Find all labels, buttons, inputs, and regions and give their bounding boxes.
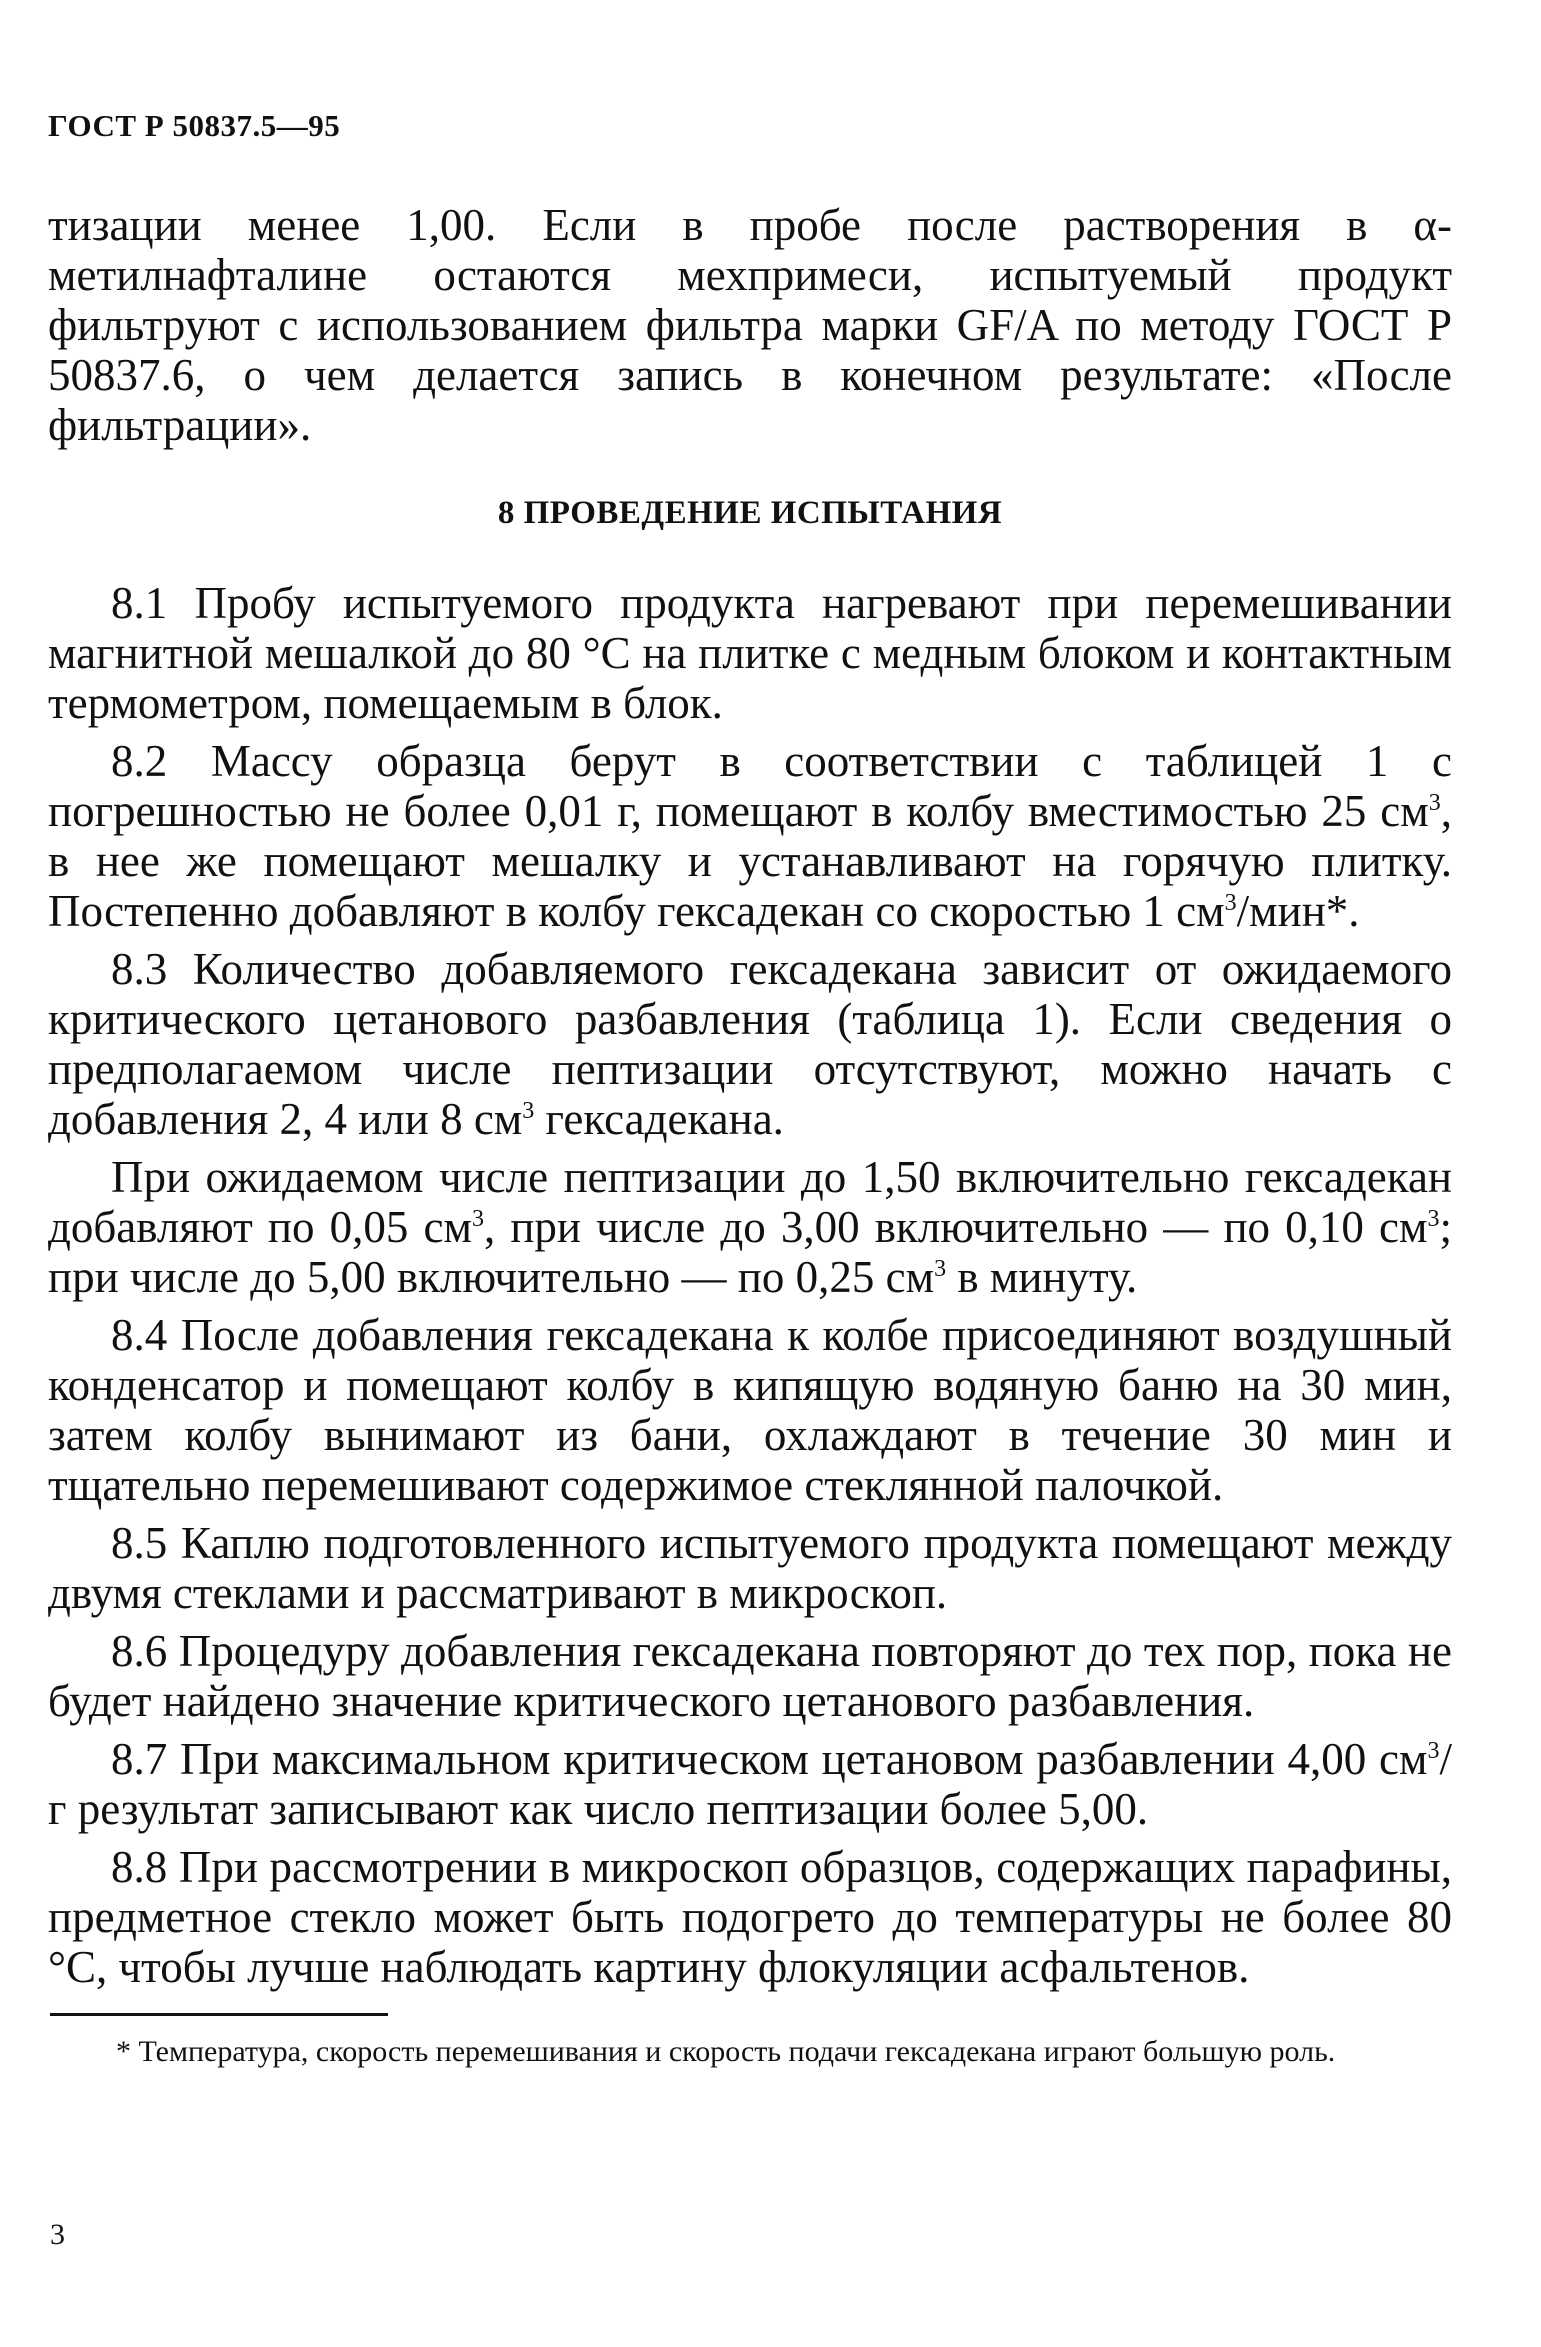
paragraph-8-3-part-a: 8.3 Количество добавляемого гексадекана зависит от ожидаемого критического цетанового разбавления (таблица 1). Если сведения о предполагаемом числе пептизации отсутствуют, можно начать с добавления 2, 4 или 8 см bbox=[48, 944, 1452, 1144]
section-title: 8 ПРОВЕДЕНИЕ ИСПЫТАНИЯ bbox=[497, 495, 1003, 531]
paragraph-continuation: тизации менее 1,00. Если в пробе после растворения в α-метилнафталине остаются мехпримеси, испытуемый продукт фильтруют с использованием фильтра марки GF/A по методу ГОСТ Р 50837.6, о чем делается запись в конечном результате: «После фильтрации». bbox=[48, 200, 1452, 450]
paragraph-8-3-extra-part-a: При ожидаемом числе пептизации до 1,50 включительно гексадекан добавляют по 0,05 см bbox=[48, 1152, 1452, 1252]
superscript-3: 3 bbox=[1428, 790, 1441, 816]
superscript-3: 3 bbox=[1427, 1206, 1440, 1232]
paragraph-8-4: 8.4 После добавления гексадекана к колбе присоединяют воздушный конденсатор и помещают колбу в кипящую водяную баню на 30 мин, затем колбу вынимают из бани, охлаждают в течение 30 мин и тщательно перемешивают содержимое стеклянной палочкой. bbox=[48, 1310, 1452, 1510]
paragraph-8-2-part-a: 8.2 Массу образца берут в соответствии с таблицей 1 с погрешностью не более 0,01 г, помещают в колбу вместимостью 25 см bbox=[48, 736, 1452, 836]
paragraph-8-5: 8.5 Каплю подготовленного испытуемого продукта помещают между двумя стеклами и рассматривают в микроскоп. bbox=[48, 1518, 1452, 1618]
document-header: ГОСТ Р 50837.5—95 bbox=[48, 108, 341, 143]
footnote bbox=[48, 2030, 1452, 2074]
superscript-3: 3 bbox=[522, 1098, 535, 1124]
superscript-3: 3 bbox=[934, 1256, 947, 1282]
paragraph-8-7-part-a: 8.7 При максимальном критическом цетановом разбавлении 4,00 см bbox=[111, 1734, 1428, 1784]
paragraph-8-7-part-b: /г результат записывают как число пептизации более 5,00. bbox=[48, 1734, 1452, 1834]
paragraph-8-3-extra-part-b: , при числе до 3,00 включительно — по 0,10 см bbox=[483, 1202, 1428, 1252]
paragraph-8-3-extra bbox=[48, 1152, 1452, 1302]
paragraph-8-2-part-b: , в нее же помещают мешалку и устанавливают на горячую плитку. Постепенно добавляют в колбу гексадекан со скоростью 1 см bbox=[48, 786, 1452, 936]
paragraph-8-7 bbox=[48, 1734, 1452, 1834]
footnote-text: * Температура, скорость перемешивания и скорость подачи гексадекана играют большую роль. bbox=[116, 2035, 1336, 2068]
footnote-divider bbox=[50, 2013, 388, 2016]
paragraph-8-3-part-b: гексадекана. bbox=[534, 1094, 784, 1144]
paragraph-8-3 bbox=[48, 944, 1452, 1144]
paragraph-8-2-part-c: /мин*. bbox=[1236, 886, 1360, 936]
paragraph-8-8: 8.8 При рассмотрении в микроскоп образцов, содержащих парафины, предметное стекло может быть подогрето до температуры не более 80 °С, чтобы лучше наблюдать картину флокуляции асфальтенов. bbox=[48, 1842, 1452, 1992]
paragraph-8-3-extra-part-c: ; при числе до 5,00 включительно — по 0,25 см bbox=[48, 1202, 1453, 1302]
paragraph-8-3-extra-part-d: в минуту. bbox=[946, 1252, 1138, 1302]
paragraph-8-1: 8.1 Пробу испытуемого продукта нагревают при перемешивании магнитной мешалкой до 80 °С на плитке с медным блоком и контактным термометром, помещаемым в блок. bbox=[48, 578, 1452, 728]
superscript-3: 3 bbox=[1427, 1738, 1440, 1764]
superscript-3: 3 bbox=[471, 1206, 484, 1232]
document-body bbox=[48, 200, 1452, 2000]
page-number: 3 bbox=[50, 2218, 65, 2251]
paragraph-8-6: 8.6 Процедуру добавления гексадекана повторяют до тех пор, пока не будет найдено значение критического цетанового разбавления. bbox=[48, 1626, 1452, 1726]
paragraph-8-2 bbox=[48, 736, 1452, 936]
superscript-3: 3 bbox=[1224, 890, 1237, 916]
